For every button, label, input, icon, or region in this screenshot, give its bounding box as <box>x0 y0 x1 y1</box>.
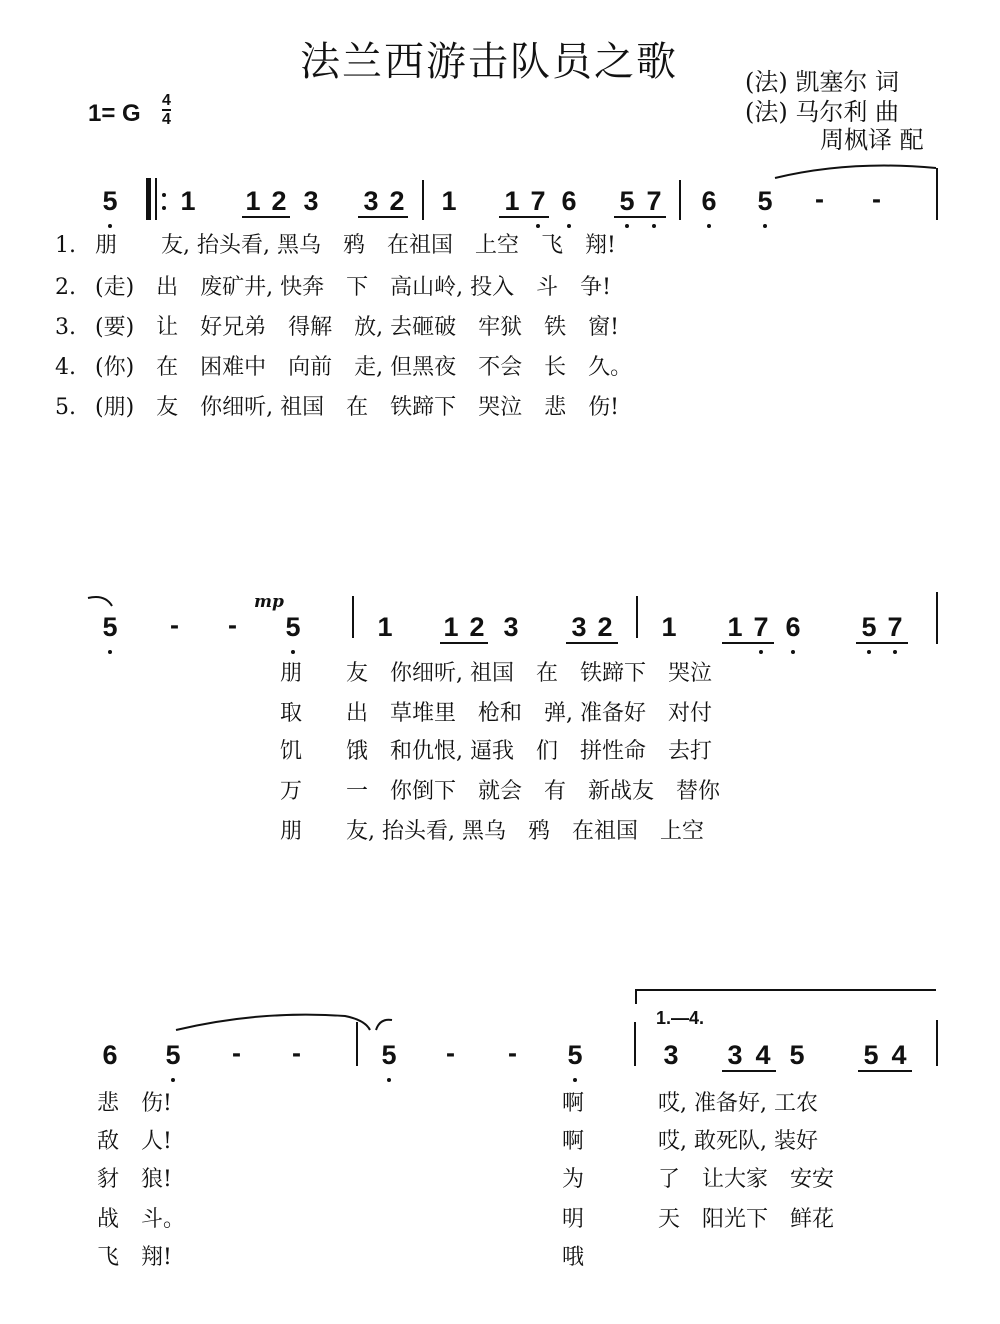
verse-number: 4. <box>55 355 76 380</box>
note: 4 <box>891 1040 907 1070</box>
note: 5 <box>567 1040 583 1070</box>
verse-number: 5. <box>55 395 76 420</box>
note: 5 <box>861 612 877 642</box>
sustain-dash: - <box>228 610 237 640</box>
tie-curve <box>775 166 936 178</box>
sustain-dash: - <box>815 184 824 214</box>
lyric-line: (你) 在 困难中 向前 走, 但黑夜 不会 长 久。 <box>95 355 633 380</box>
note: 5 <box>863 1040 879 1070</box>
lyric-line: 天 阳光下 鲜花 <box>658 1207 835 1232</box>
lyric-line: 豺 狼! <box>97 1167 172 1192</box>
lyric-line: 哎, 准备好, 工农 <box>658 1091 818 1116</box>
note: 1 <box>443 612 459 642</box>
lyric-line: 朋 友 你细听, 祖国 在 铁蹄下 哭泣 <box>280 661 712 686</box>
note: 4 <box>755 1040 771 1070</box>
note: 3 <box>303 186 319 216</box>
composer-credit: (法) 马尔利 曲 <box>745 98 899 126</box>
note: 6 <box>701 186 717 216</box>
note: 1 <box>661 612 677 642</box>
lyric-line: 飞 翔! <box>97 1245 172 1270</box>
note: 2 <box>469 612 485 642</box>
song-title: 法兰西游击队员之歌 <box>300 39 678 85</box>
note: 7 <box>753 612 769 642</box>
note: 3 <box>363 186 379 216</box>
lyric-line: 啊 <box>562 1129 585 1154</box>
lyric-line: 明 <box>562 1207 585 1232</box>
lyric-line: 万 一 你倒下 就会 有 新战友 替你 <box>280 779 721 804</box>
lyric-line: 哎, 敢死队, 装好 <box>658 1129 818 1154</box>
sustain-dash: - <box>292 1038 301 1068</box>
note: 3 <box>503 612 519 642</box>
volta-bracket <box>636 990 936 1004</box>
note: 7 <box>530 186 546 216</box>
note: 3 <box>663 1040 679 1070</box>
lyric-line: 饥 饿 和仇恨, 逼我 们 拼性命 去打 <box>280 739 712 764</box>
note: 6 <box>785 612 801 642</box>
note: 1 <box>727 612 743 642</box>
note: 2 <box>597 612 613 642</box>
sustain-dash: - <box>508 1038 517 1068</box>
sustain-dash: - <box>872 184 881 214</box>
note: 1 <box>441 186 457 216</box>
time-signature-top: 4 <box>162 92 171 109</box>
verse-number: 3. <box>55 315 76 340</box>
lyric-line: 为 <box>562 1167 585 1192</box>
note: 5 <box>102 612 118 642</box>
volta-label: 1.—4. <box>656 1008 705 1028</box>
note: 5 <box>285 612 301 642</box>
lyric-line: 战 斗。 <box>97 1207 186 1232</box>
note: 1 <box>377 612 393 642</box>
verse-number: 1. <box>55 233 76 258</box>
tie-curve <box>176 1015 370 1030</box>
lyricist-credit: (法) 凯塞尔 词 <box>745 68 899 96</box>
tie-curve <box>376 1020 392 1030</box>
lyric-line: (要) 让 好兄弟 得解 放, 去砸破 牢狱 铁 窗! <box>95 315 619 340</box>
lyric-line: 取 出 草堆里 枪和 弹, 准备好 对付 <box>280 701 712 726</box>
note: 7 <box>646 186 662 216</box>
lyric-line: (朋) 友 你细听, 祖国 在 铁蹄下 哭泣 悲 伤! <box>95 395 619 420</box>
key-signature: 1= G <box>88 100 141 127</box>
lyric-line: 朋 友, 抬头看, 黑乌 鸦 在祖国 上空 飞 翔! <box>95 233 616 258</box>
note: 2 <box>271 186 287 216</box>
dynamic-mark: mp <box>254 592 284 612</box>
note: 1 <box>504 186 520 216</box>
note: 2 <box>389 186 405 216</box>
note: 3 <box>727 1040 743 1070</box>
lyric-line: 哦 <box>562 1245 585 1270</box>
lyric-line: 悲 伤! <box>97 1091 172 1116</box>
lyric-line: 朋 友, 抬头看, 黑乌 鸦 在祖国 上空 <box>280 819 704 844</box>
note: 1 <box>180 186 196 216</box>
sustain-dash: - <box>446 1038 455 1068</box>
note: 5 <box>381 1040 397 1070</box>
verse-number: 2. <box>55 275 76 300</box>
lyric-line: 了 让大家 安安 <box>658 1167 835 1192</box>
lyric-line: (走) 出 废矿井, 快奔 下 高山岭, 投入 斗 争! <box>95 275 611 300</box>
note: 5 <box>619 186 635 216</box>
note: 6 <box>561 186 577 216</box>
note: 5 <box>165 1040 181 1070</box>
note: 6 <box>102 1040 118 1070</box>
sustain-dash: - <box>232 1038 241 1068</box>
lyric-line: 敌 人! <box>97 1129 172 1154</box>
time-signature-bottom: 4 <box>162 111 171 128</box>
note: 3 <box>571 612 587 642</box>
tie-curve <box>88 597 112 606</box>
sustain-dash: - <box>170 610 179 640</box>
translator-credit: 周枫译 配 <box>820 126 924 154</box>
note: 1 <box>245 186 261 216</box>
note: 5 <box>102 186 118 216</box>
lyric-line: 啊 <box>562 1091 585 1116</box>
note: 5 <box>789 1040 805 1070</box>
note: 5 <box>757 186 773 216</box>
note: 7 <box>887 612 903 642</box>
